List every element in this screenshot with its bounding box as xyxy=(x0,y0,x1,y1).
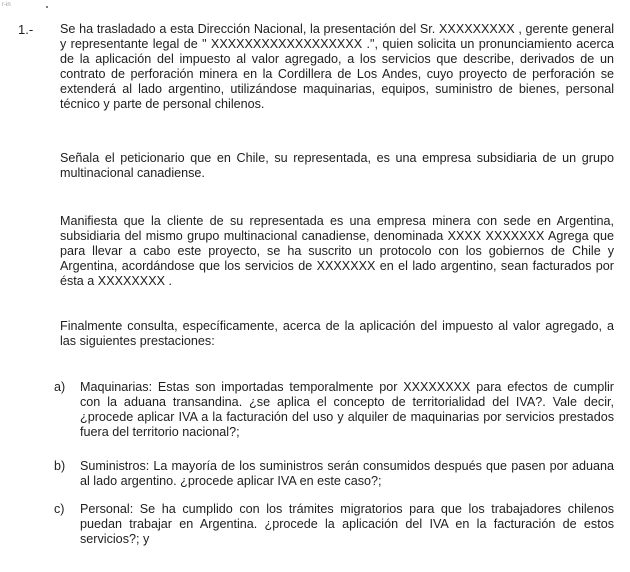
list-item-label: c) xyxy=(54,502,65,516)
list-item-personnel xyxy=(54,502,614,547)
paragraph-petitioner: Señala el peticionario que en Chile, su representada, es una empresa subsidiaria de un grupo multinacional canadiense. xyxy=(60,151,614,180)
scan-speck xyxy=(46,6,48,8)
list-item-text: Maquinarias: Estas son importadas temporalmente por XXXXXXXX para efectos de cumplir con la aduana transandina. ¿se aplica el concepto de territorialidad del IVA?. Vale decir, ¿procede aplicar IVA a la facturación del uso y alquiler de maquinarias por servicios prestados fuera del territorio nacional?; xyxy=(80,380,614,439)
paragraph-presentation: Se ha trasladado a esta Dirección Nacional, la presentación del Sr. XXXXXXXXX , gerente general y representante legal de " XXXXXXXXXXXXXXXXXX .", quien solicita un pronunciamiento acerca de la aplicación del impuesto al valor agregado, a los servicios que describe, derivados de un contrato de perforación minera en la Cordillera de Los Andes, cuyo proyecto de perforación se extenderá al lado argentino, utilizándose maquinarias, equipos, suministro de bienes, personal técnico y parte de personal chilenos. xyxy=(60,22,614,111)
list-item-text: Personal: Se ha cumplido con los trámites migratorios para que los trabajadores chilenos puedan trabajar en Argentina. ¿procede la aplicación del IVA en la facturación de estos servicios?; y xyxy=(80,502,614,546)
list-item-supplies xyxy=(54,459,614,489)
section-number: 1.- xyxy=(18,22,34,37)
paragraph-client: Manifiesta que la cliente de su representada es una empresa minera con sede en Argentina, subsidiaria del mismo grupo multinacional canadiense, denominada XXXX XXXXXXX Agrega que para llevar a cabo este proyecto, se ha suscrito un protocolo con los gobiernos de Chile y Argentina, acordándose que los servicios de XXXXXXX en el lado argentino, sean facturados por ésta a XXXXXXXX . xyxy=(60,214,614,288)
corner-mark: r-in xyxy=(2,2,11,8)
list-item-label: a) xyxy=(54,380,66,394)
paragraph-query: Finalmente consulta, específicamente, acerca de la aplicación del impuesto al valor agregado, a las siguientes prestaciones: xyxy=(60,319,614,348)
list-item-label: b) xyxy=(54,459,66,473)
list-item-machinery xyxy=(54,380,614,440)
list-item-text: Suministros: La mayoría de los suministros serán consumidos después que pasen por aduana al lado argentino. ¿procede aplicar IVA en este caso?; xyxy=(80,459,614,488)
